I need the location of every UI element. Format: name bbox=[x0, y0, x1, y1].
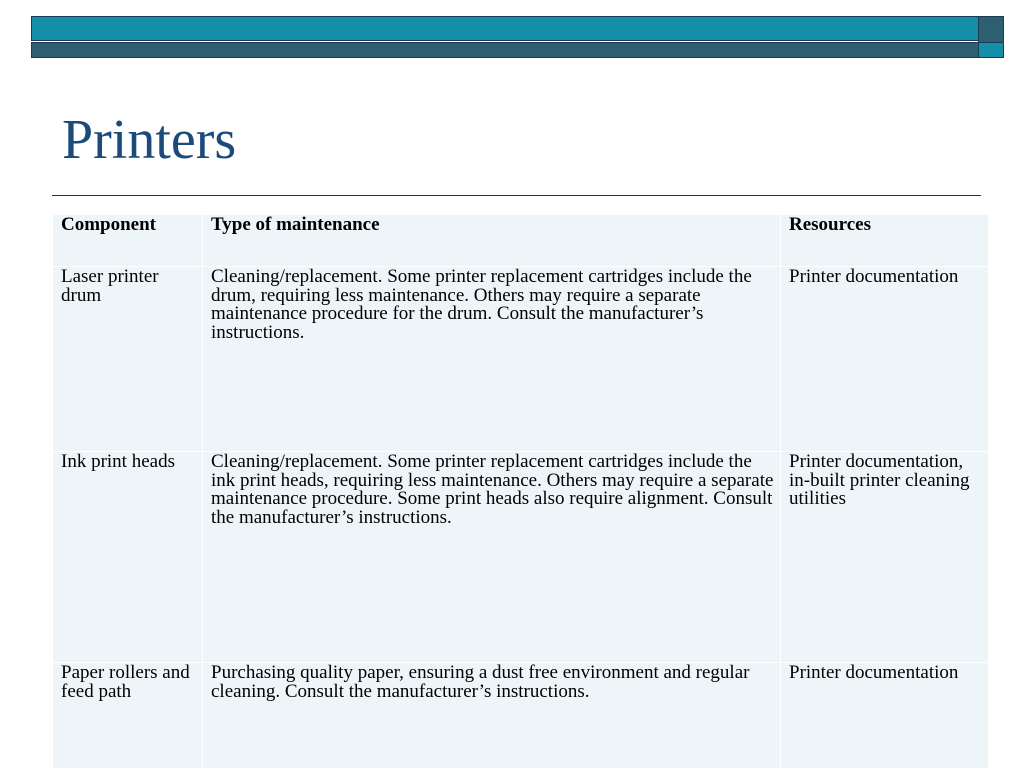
cell-resources: Printer documentation, in-built printer cleaning utilities bbox=[781, 452, 989, 663]
cell-component: Paper rollers and feed path bbox=[53, 663, 203, 768]
table-header-row bbox=[53, 215, 989, 267]
cell-maintenance: Cleaning/replacement. Some printer replacement cartridges include the drum, requiring less maintenance. Others may require a separate maintenance procedure for the drum. Consult the manufacturer’s instructions. bbox=[203, 267, 781, 452]
header-component: Component bbox=[53, 215, 203, 267]
cell-resources: Printer documentation bbox=[781, 663, 989, 768]
cell-maintenance: Cleaning/replacement. Some printer replacement cartridges include the ink print heads, requiring less maintenance. Others may require a separate maintenance procedure. Some print heads also require alignment. Consult the manufacturer’s instructions. bbox=[203, 452, 781, 663]
cell-component: Ink print heads bbox=[53, 452, 203, 663]
header-banner-top bbox=[31, 16, 979, 41]
header-square-top bbox=[978, 16, 1004, 43]
cell-resources: Printer documentation bbox=[781, 267, 989, 452]
header-maintenance: Type of maintenance bbox=[203, 215, 781, 267]
header-resources: Resources bbox=[781, 215, 989, 267]
title-divider bbox=[52, 195, 981, 196]
table-row bbox=[53, 452, 989, 663]
header-banner-bottom bbox=[31, 42, 979, 58]
slide-title: Printers bbox=[62, 109, 237, 171]
header-square-bottom bbox=[978, 42, 1004, 58]
cell-component: Laser printer drum bbox=[53, 267, 203, 452]
table-row bbox=[53, 663, 989, 768]
maintenance-table bbox=[52, 214, 989, 768]
cell-maintenance: Purchasing quality paper, ensuring a dust free environment and regular cleaning. Consult the manufacturer’s instructions. bbox=[203, 663, 781, 768]
table-row bbox=[53, 267, 989, 452]
